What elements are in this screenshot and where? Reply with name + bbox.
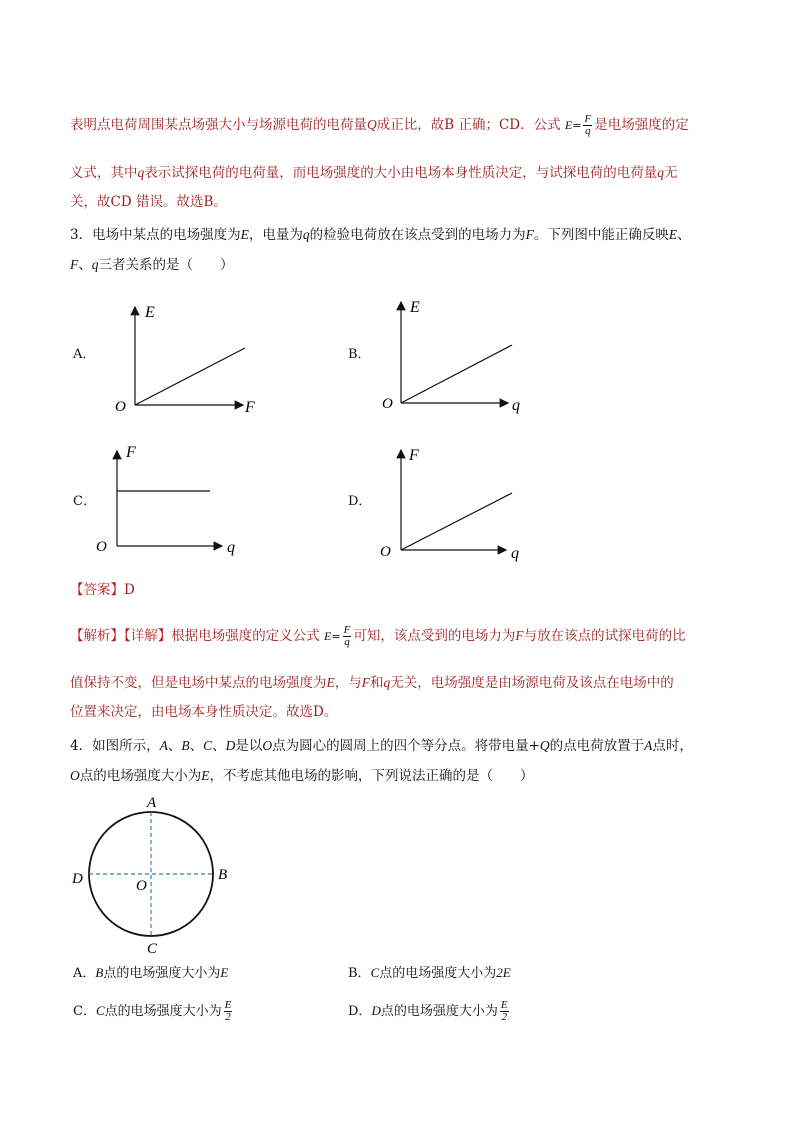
prev-explanation-line-1: 表明点电荷周围某点场强大小与场源电荷的电荷量Q成正比，故B 正确；CD．公式 E= $\frac{F}{q}$ 是电场强度的定 <box>70 113 689 137</box>
y-axis-label: F <box>409 447 419 464</box>
prev-explanation-line-2: 义式，其中q表示试探电荷的电荷量，而电场强度的大小由电场本身性质决定，与试探电荷的电荷量q无 <box>70 165 678 181</box>
x-axis-label: q <box>511 545 519 562</box>
graph-line <box>401 345 512 403</box>
graph-line <box>135 348 245 405</box>
y-axis-label: F <box>126 444 136 461</box>
q3-option-a-graph[interactable] <box>105 295 275 420</box>
q4-option-b[interactable]: B．C点的电场强度大小为2E <box>348 965 511 981</box>
origin-label: O <box>115 399 126 415</box>
q4-stem-line-1: 4．如图所示，A、B、C、D是以O点为圆心的圆周上的四个等分点。将带电量+Q的点电荷放置于A点时， <box>70 738 693 754</box>
formula-fraction: $\frac{F}{q}$ <box>343 624 351 648</box>
q3-explanation-line-3: 位置来决定，由电场本身性质决定。故选D。 <box>70 704 338 720</box>
fraction-e-over-2: $\frac{E}{2}$ <box>500 999 508 1023</box>
origin-label: O <box>380 544 391 560</box>
x-axis-label: q <box>512 397 520 414</box>
x-axis-label: F <box>245 399 255 416</box>
fraction-e-over-2: $\frac{E}{2}$ <box>224 999 232 1023</box>
q3-option-b-label[interactable]: B． <box>348 347 371 362</box>
point-b-label: B <box>218 867 228 883</box>
origin-label: O <box>96 539 107 555</box>
q4-circle-diagram <box>68 792 248 957</box>
q4-option-d[interactable]: D．D点的电场强度大小为 $\frac{E}{2}$ <box>348 999 508 1023</box>
q3-option-a-label[interactable]: A． <box>73 347 96 362</box>
y-axis-label: E <box>145 304 155 321</box>
prev-explanation-line-3: 关，故CD 错误。故选B。 <box>70 194 227 210</box>
q3-option-c-graph[interactable] <box>92 436 262 561</box>
q3-option-d-graph[interactable] <box>372 438 542 563</box>
q3-option-b-graph[interactable] <box>372 290 542 415</box>
q4-stem-line-2: O点的电场强度大小为E，不考虑其他电场的影响，下列说法正确的是（ ） <box>70 768 534 784</box>
x-axis-label: q <box>227 539 235 556</box>
q3-stem-line-1: 3．电场中某点的电场强度为E，电量为q的检验电荷放在该点受到的电场力为F。下列图中能正确反映E、 <box>70 227 691 243</box>
graph-line <box>401 493 512 550</box>
q3-explanation-line-2: 值保持不变，但是电场中某点的电场强度为E，与F和q无关，电场强度是由场源电荷及该点在电场中的 <box>70 675 674 691</box>
formula-fraction: $\frac{F}{q}$ <box>584 113 592 137</box>
q3-option-d-label[interactable]: D． <box>348 494 372 509</box>
q3-explanation-line-1: 【解析】【详解】根据电场强度的定义公式 E= $\frac{F}{q}$ 可知，该点受到的电场力为F与放在该点的试探电荷的比 <box>70 624 686 648</box>
q3-answer: 【答案】D <box>70 582 135 598</box>
q4-option-a[interactable]: A．B点的电场强度大小为E <box>73 965 229 981</box>
answer-tag: 【答案】 <box>70 582 124 598</box>
point-c-label: C <box>147 941 158 957</box>
q3-option-c-label[interactable]: C． <box>73 494 96 509</box>
center-o-label: O <box>136 878 147 894</box>
q3-stem-line-2: F、q三者关系的是（ ） <box>70 257 234 273</box>
q4-option-c[interactable]: C．C点的电场强度大小为 $\frac{E}{2}$ <box>73 999 232 1023</box>
point-d-label: D <box>72 871 83 887</box>
y-axis-label: E <box>410 299 420 316</box>
point-a-label: A <box>147 795 157 811</box>
origin-label: O <box>382 396 393 412</box>
